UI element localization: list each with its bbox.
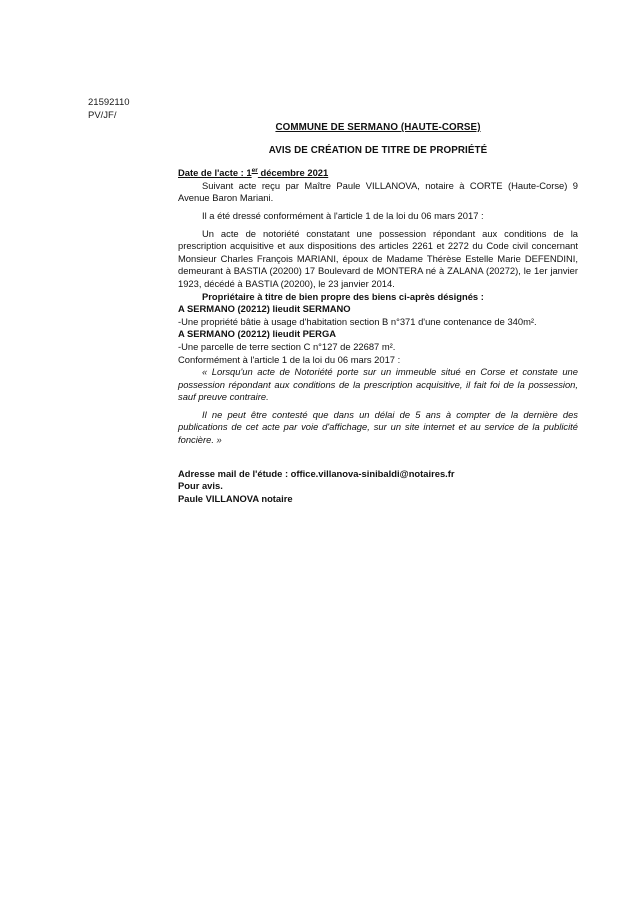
study-email-line: Adresse mail de l'étude : office.villanova-sinibaldi@notaires.fr [178,467,455,479]
reference-block [88,96,130,122]
notice-line: Pour avis. [178,480,223,492]
signature-line: Paule VILLANOVA notaire [178,492,293,504]
act-date-label: Date de l'acte : 1 [178,167,252,179]
paragraph-conformity: Conformément à l'article 1 de la loi du 06 mars 2017 : [178,353,401,365]
paragraph-owner-title: Propriétaire à titre de bien propre des biens ci-après désignés : [202,290,484,302]
commune-heading: COMMUNE DE SERMANO (HAUTE-CORSE) [275,122,481,133]
reference-initials: PV/JF/ [88,110,117,121]
document-body [178,122,578,505]
act-date-line [178,167,578,180]
act-date-value: décembre 2021 [257,167,329,179]
contact-block [178,468,578,506]
location-sermano: A SERMANO (20212) lieudit SERMANO [178,303,351,315]
quote-paragraph-2: Il ne peut être contesté que dans un délai de 5 ans à compter de la dernière des publications de cet acte par voie d'affichage, sur un site internet et au service de la publicité foncière. » [178,408,578,446]
reference-number: 21592110 [88,97,130,108]
property-description-2: -Une parcelle de terre section C n°127 de 22687 m². [178,340,396,352]
location-perga: A SERMANO (20212) lieudit PERGA [178,328,337,340]
quote-paragraph-1: « Lorsqu'un acte de Notoriété porte sur un immeuble situé en Corse et constate une possession répondant aux conditions de la prescription acquisitive, il fait foi de la possession, sauf preuve contraire. [178,366,578,403]
paragraph-drawn-up: Il a été dressé conformément à l'article 1 de la loi du 06 mars 2017 : [202,209,484,221]
paragraph-received-by: Suivant acte reçu par Maître Paule VILLANOVA, notaire à CORTE (Haute-Corse) 9 Avenue Baron Mariani. [178,179,578,204]
act-date-label-sup: er [251,167,258,175]
paragraph-notoriety-act: Un acte de notoriété constatant une possession répondant aux conditions de la prescription acquisitive et aux dispositions des articles 2261 et 2272 du Code civil concernant Monsieur Charles François MARIANI, époux de Madame Thérèse Estelle Marie DEFENDINI, demeurant à BASTIA (20200) 17 Boulevard de MONTERA né à ZALANA (20272), le 1er janvier 1923, décédé à BASTIA (20200), le 23 janvier 2014. [178,227,578,289]
notice-title: AVIS DE CRÉATION DE TITRE DE PROPRIÉTÉ [268,144,488,156]
property-description-1: -Une propriété bâtie à usage d'habitation section B n°371 d'une contenance de 340m². [178,315,537,327]
